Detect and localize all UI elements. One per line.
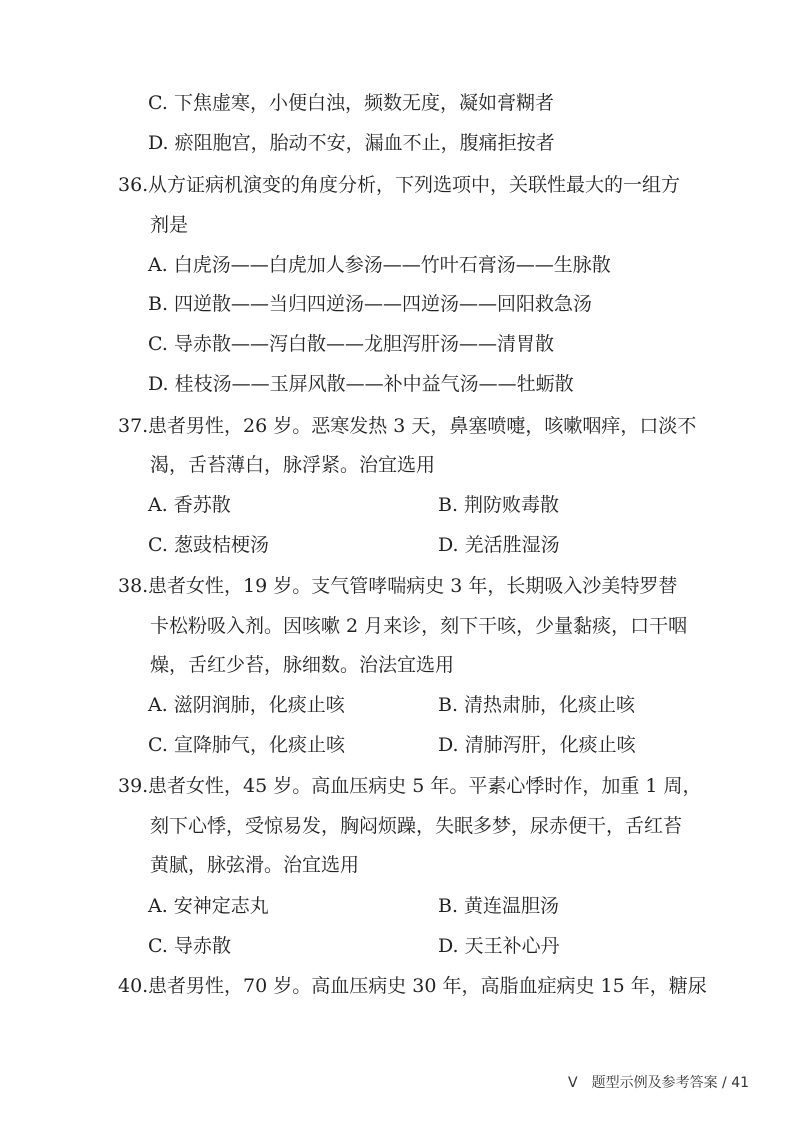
q40-number: 40.: [118, 975, 149, 997]
q38-stem-text: 患者女性，19 岁。支气管哮喘病史 3 年，长期吸入沙美特罗替: [148, 575, 678, 597]
q38-option-a: A. 滋阴润肺，化痰止咳: [148, 694, 345, 716]
q36-option-b: B. 四逆散——当归四逆汤——四逆汤——回阳救急汤: [148, 293, 593, 315]
q38-stem-line2: 卡松粉吸入剂。因咳嗽 2 月来诊，刻下干咳，少量黏痰，口干咽: [150, 615, 688, 637]
q38-stem-line3: 燥，舌红少苔，脉细数。治法宜选用: [150, 654, 455, 676]
q38-option-d: D. 清肺泻肝，化痰止咳: [438, 734, 636, 756]
q36-stem-line1: [118, 172, 680, 198]
q36-stem-text: 从方证病机演变的角度分析，下列选项中，关联性最大的一组方: [148, 174, 681, 196]
q37-number: 37.: [118, 415, 149, 437]
q38-number: 38.: [118, 575, 149, 597]
q37-option-a: A. 香苏散: [148, 494, 231, 516]
q37-stem-text: 患者男性，26 岁。恶寒发热 3 天，鼻塞喷嚏，咳嗽咽痒，口淡不: [148, 415, 697, 437]
q39-option-d: D. 天王补心丹: [438, 935, 560, 957]
q37-stem-line1: [118, 413, 696, 439]
q37-option-c: C. 葱豉桔梗汤: [148, 534, 269, 556]
q37-stem-line2: 渴，舌苔薄白，脉浮紧。治宜选用: [150, 454, 436, 476]
q36-option-a: A. 白虎汤——白虎加人参汤——竹叶石膏汤——生脉散: [148, 254, 611, 276]
q37-option-d: D. 羌活胜湿汤: [438, 534, 560, 556]
q38-option-c: C. 宣降肺气，化痰止咳: [148, 734, 345, 756]
q36-option-c: C. 导赤散——泻白散——龙胆泻肝汤——清胃散: [148, 333, 554, 355]
q39-number: 39.: [118, 775, 149, 797]
q38-stem-line1: [118, 573, 677, 599]
q39-stem-text: 患者女性，45 岁。高血压病史 5 年。平素心悸时作，加重 1 周，: [148, 775, 702, 797]
page-footer: V 题型示例及参考答案 / 41: [568, 1075, 750, 1091]
q39-stem-line1: [118, 773, 702, 799]
q37-option-b: B. 荆防败毒散: [438, 494, 560, 516]
q39-stem-line3: 黄腻，脉弦滑。治宜选用: [150, 854, 360, 876]
q35-option-d: D. 瘀阻胞宫，胎动不安，漏血不止，腹痛拒按者: [148, 132, 555, 154]
q39-stem-line2: 刻下心悸，受惊易发，胸闷烦躁，失眠多梦，尿赤便干，舌红苔: [150, 815, 683, 837]
q39-option-b: B. 黄连温胆汤: [438, 895, 560, 917]
q39-option-c: C. 导赤散: [148, 935, 231, 957]
q35-option-c: C. 下焦虚寒，小便白浊，频数无度，凝如膏糊者: [148, 92, 554, 114]
q36-option-d: D. 桂枝汤——玉屏风散——补中益气汤——牡蛎散: [148, 373, 574, 395]
q38-option-b: B. 清热肃肺，化痰止咳: [438, 694, 636, 716]
q40-stem-line1: [118, 973, 707, 999]
q36-stem-line2: 剂是: [150, 214, 189, 236]
q40-stem-text: 患者男性，70 岁。高血压病史 30 年，高脂血症病史 15 年，糖尿: [148, 975, 707, 997]
q36-number: 36.: [118, 174, 149, 196]
q39-option-a: A. 安神定志丸: [148, 895, 269, 917]
